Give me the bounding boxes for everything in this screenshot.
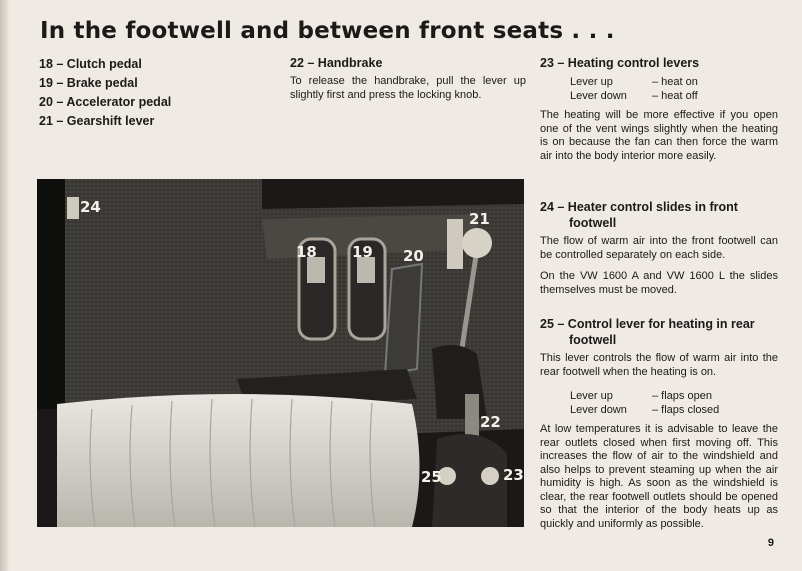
pedal-item-accelerator: 20 – Accelerator pedal — [39, 95, 172, 109]
lever-effect: – flaps closed — [652, 404, 720, 416]
page-gutter-shadow — [0, 0, 10, 571]
callout-24: 24 — [80, 198, 101, 216]
callout-18: 18 — [296, 243, 317, 261]
rear-heating-advice: At low temperatures it is advisable to leave the rear outlets closed when first moving off. This increases the flow of air to the windshield and also helps to prevent steaming up when the air humidity is high. As soon as the windshield is clear, the rear footwell outlets should be opened so that the interior of the body heats up as quickly and uniformly as possible. — [540, 423, 778, 530]
heating-levers-section — [540, 55, 778, 163]
heater-slides-heading: 24 – Heater control slides in front footwell — [540, 200, 738, 230]
page-title: In the footwell and between front seats . . . — [40, 18, 615, 44]
lever-position: Lever up — [570, 76, 613, 88]
heater-slides-section — [540, 199, 778, 297]
rear-lever-row — [540, 389, 778, 403]
rear-heating-section — [540, 316, 778, 531]
heating-levers-text: The heating will be more effective if you open one of the vent wings slightly when the heating is on because the fan can then force the warm air into the body interior more easily. — [540, 109, 778, 162]
callout-19: 19 — [352, 243, 373, 261]
lever-effect: – flaps open — [652, 390, 712, 402]
pedal-item-brake: 19 – Brake pedal — [39, 76, 138, 90]
heating-lever-row — [540, 89, 778, 103]
rear-heating-heading: 25 – Control lever for heating in rear footwell — [540, 317, 755, 347]
page-number: 9 — [767, 537, 774, 549]
rear-lever-row — [540, 403, 778, 417]
lever-position: Lever down — [570, 404, 627, 416]
pedal-list — [39, 55, 259, 131]
callout-21: 21 — [469, 210, 490, 228]
handbrake-text: To release the handbrake, pull the lever up slightly first and press the locking knob. — [290, 75, 526, 101]
pedal-item-clutch: 18 – Clutch pedal — [39, 57, 142, 71]
pedal-item-gearshift: 21 – Gearshift lever — [39, 114, 155, 128]
callout-20: 20 — [403, 247, 424, 265]
footwell-illustration — [37, 179, 524, 527]
lever-effect: – heat off — [652, 90, 698, 102]
handbrake-heading: 22 – Handbrake — [290, 56, 383, 70]
heating-levers-heading: 23 – Heating control levers — [540, 56, 700, 70]
callout-23: 23 — [503, 466, 524, 484]
callout-22: 22 — [480, 413, 501, 431]
callout-25: 25 — [421, 468, 442, 486]
lever-position: Lever up — [570, 390, 613, 402]
heating-lever-row — [540, 75, 778, 89]
lever-effect: – heat on — [652, 76, 698, 88]
heater-slides-text: The flow of warm air into the front footwell can be controlled separately on each side. — [540, 235, 778, 261]
lever-position: Lever down — [570, 90, 627, 102]
heater-slides-note: On the VW 1600 A and VW 1600 L the slides themselves must be moved. — [540, 270, 778, 296]
handbrake-section — [290, 55, 526, 102]
footwell-photo — [37, 179, 524, 527]
rear-heating-text: This lever controls the flow of warm air into the rear footwell when the heating is on. — [540, 352, 778, 378]
